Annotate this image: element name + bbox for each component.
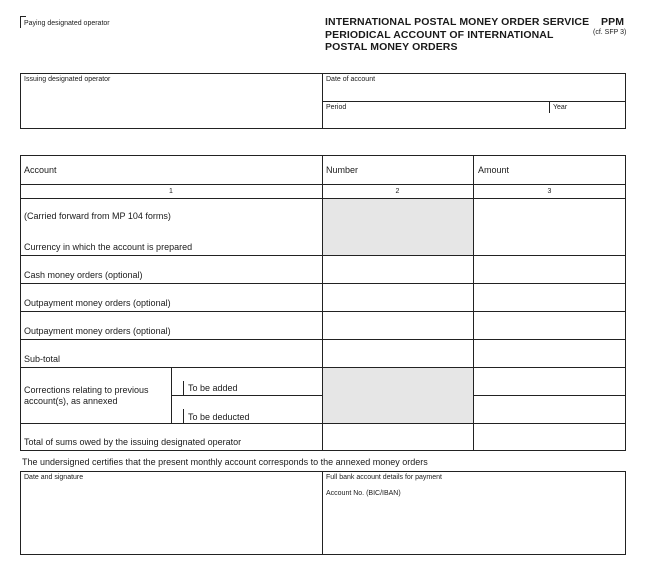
amount-input-outpayment-2[interactable] [476,314,623,337]
form-reference: (cf. SFP 3) [593,29,627,36]
column-number-2: 2 [395,188,400,195]
header-row-divider [20,184,626,185]
row-label-subtotal: Sub-total [24,354,61,364]
year-label: Year [553,104,568,111]
period-year-divider [549,101,550,113]
paying-operator-label: Paying designated operator [24,20,110,27]
corner-mark-horizontal [20,16,26,17]
row-label-total: Total of sums owed by the issuing designated operator [24,437,242,447]
amount-input-cash[interactable] [476,258,623,281]
amount-input-currency[interactable] [476,201,623,253]
header-amount: Amount [478,165,510,175]
amount-input-to-be-added[interactable] [476,370,623,393]
date-of-account-label: Date of account [326,76,376,83]
certification-statement: The undersigned certifies that the present monthly account corresponds to the annexed money orders [22,457,428,467]
issuing-operator-input[interactable] [24,88,316,124]
bank-details-label: Full bank account details for payment [326,474,442,481]
date-of-account-input[interactable] [326,86,622,99]
row-label-to-be-added: To be added [188,383,238,393]
row-divider-currency [20,255,626,256]
header-number: Number [326,165,359,175]
number-input-outpayment-1[interactable] [325,286,470,309]
row-label-corrections [24,385,169,407]
number-input-total[interactable] [325,426,470,449]
corrections-line-1: Corrections relating to previous [24,385,149,395]
title-line-3: POSTAL MONEY ORDERS [325,41,458,53]
row-divider-outpayment-1 [20,311,626,312]
column-number-row-divider [20,198,626,199]
date-signature-label: Date and signature [24,474,84,481]
row-label-outpayment-1: Outpayment money orders (optional) [24,298,171,308]
row-divider-cash [20,283,626,284]
row-divider-added-deducted-right [473,395,626,396]
row-divider-outpayment-2 [20,339,626,340]
column-divider-1 [322,155,323,451]
date-signature-input[interactable] [24,486,318,552]
info-box-row-divider [322,101,626,102]
column-number-1: 1 [169,188,173,195]
form-code: PPM [601,16,625,28]
corner-mark-vertical [20,16,21,28]
number-input-cash[interactable] [325,258,470,281]
title-line-2: PERIODICAL ACCOUNT OF INTERNATIONAL [325,28,554,41]
column-number-3: 3 [547,188,552,195]
period-input[interactable] [326,113,546,127]
account-number-input[interactable] [326,502,622,552]
corrections-line-2: account(s), as annexed [24,396,118,406]
row-divider-added-deducted-left [171,395,322,396]
row-divider-subtotal [20,367,626,368]
account-number-label: Account No. (BIC/IBAN) [326,490,401,497]
amount-input-outpayment-1[interactable] [476,286,623,309]
row-label-outpayment-2: Outpayment money orders (optional) [24,326,171,336]
issuing-operator-label: Issuing designated operator [24,76,111,83]
number-input-subtotal[interactable] [325,342,470,365]
row-label-to-be-deducted: To be deducted [188,412,250,422]
row-label-carried-forward: (Carried forward from MP 104 forms) [24,211,171,221]
title-line-1: INTERNATIONAL POSTAL MONEY ORDER SERVICE [325,16,590,28]
year-input[interactable] [553,113,623,127]
row-divider-corrections [20,423,626,424]
row-label-cash: Cash money orders (optional) [24,270,143,280]
row-label-currency: Currency in which the account is prepared [24,242,193,252]
form-title [325,16,595,54]
period-label: Period [326,104,347,111]
amount-input-to-be-deducted[interactable] [476,398,623,421]
amount-input-total[interactable] [476,426,623,449]
header-account: Account [24,165,57,175]
to-be-added-tick [183,381,184,395]
number-input-outpayment-2[interactable] [325,314,470,337]
footer-box-divider [322,471,323,555]
amount-input-subtotal[interactable] [476,342,623,365]
to-be-deducted-tick [183,409,184,423]
column-divider-2 [473,155,474,451]
